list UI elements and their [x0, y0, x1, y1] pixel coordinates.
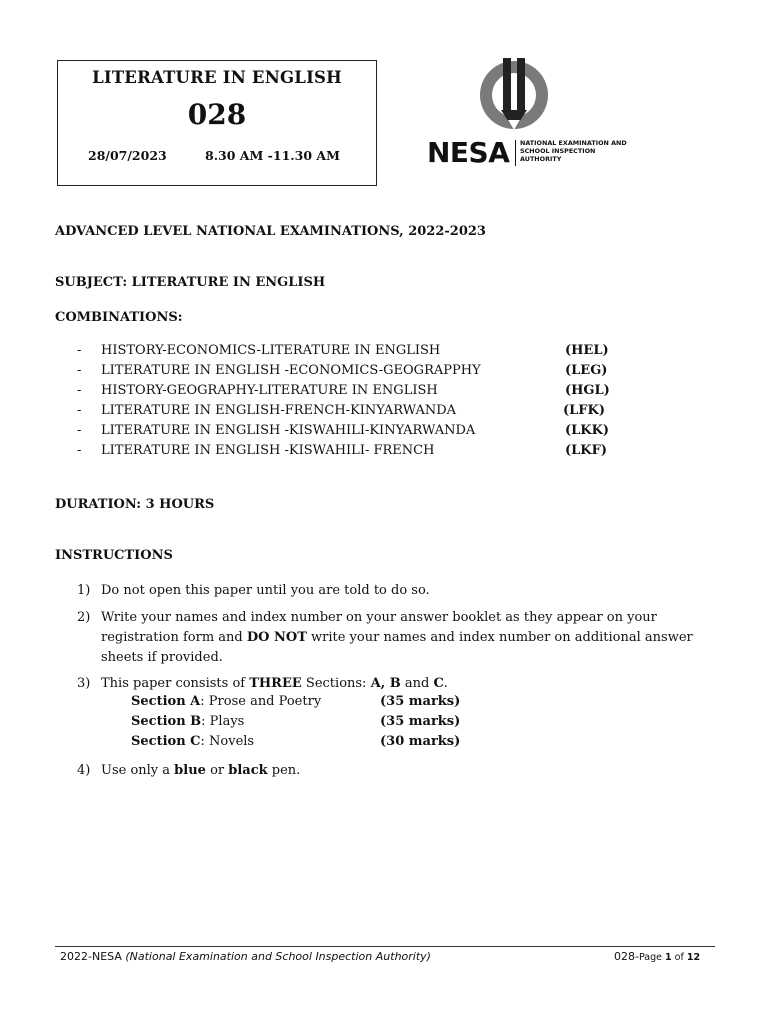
- logo-divider: [515, 140, 516, 166]
- section-c-marks: (30 marks): [380, 734, 461, 749]
- instruction-3: 3) This paper consists of THREE Sections: A, B and C.: [77, 676, 448, 691]
- instructions-heading: INSTRUCTIONS: [55, 548, 173, 563]
- section-a-row: Section A: Prose and Poetry: [131, 694, 322, 709]
- instruction-4: 4) Use only a blue or black pen.: [77, 763, 301, 778]
- subject-line: SUBJECT: LITERATURE IN ENGLISH: [55, 275, 326, 290]
- instruction-1: 1) Do not open this paper until you are told to do so.: [77, 583, 430, 598]
- paper-code: 028: [187, 98, 247, 131]
- logo-wordmark: NESA: [427, 136, 510, 169]
- title-box: [57, 60, 377, 186]
- footer-authority: 2022-NESA (National Examination and School Inspection Authority): [60, 950, 431, 963]
- section-b-marks: (35 marks): [380, 714, 461, 729]
- exam-time: 8.30 AM -11.30 AM: [205, 148, 340, 163]
- duration: DURATION: 3 HOURS: [55, 497, 215, 512]
- subject-title: LITERATURE IN ENGLISH: [92, 68, 342, 87]
- pencil-circle-icon: [475, 58, 553, 140]
- instruction-2: 2) Write your names and index number on your answer booklet as they appear on your registration form and DO NOT write your names and index number on additional answer sheets if provided.: [77, 610, 693, 665]
- nesa-logo: [425, 58, 665, 170]
- footer-page-number: 028-Page 1 of 12: [614, 950, 701, 963]
- exam-title: ADVANCED LEVEL NATIONAL EXAMINATIONS, 2022-2023: [55, 224, 486, 239]
- footer-divider: [55, 946, 715, 947]
- logo-org-name: NATIONAL EXAMINATION AND SCHOOL INSPECTION AUTHORITY: [520, 139, 627, 164]
- section-c-row: Section C: Novels: [131, 734, 255, 749]
- exam-date: 28/07/2023: [88, 148, 167, 163]
- section-b-row: Section B: Plays: [131, 714, 245, 729]
- section-a-marks: (35 marks): [380, 694, 461, 709]
- combinations-heading: COMBINATIONS:: [55, 310, 183, 325]
